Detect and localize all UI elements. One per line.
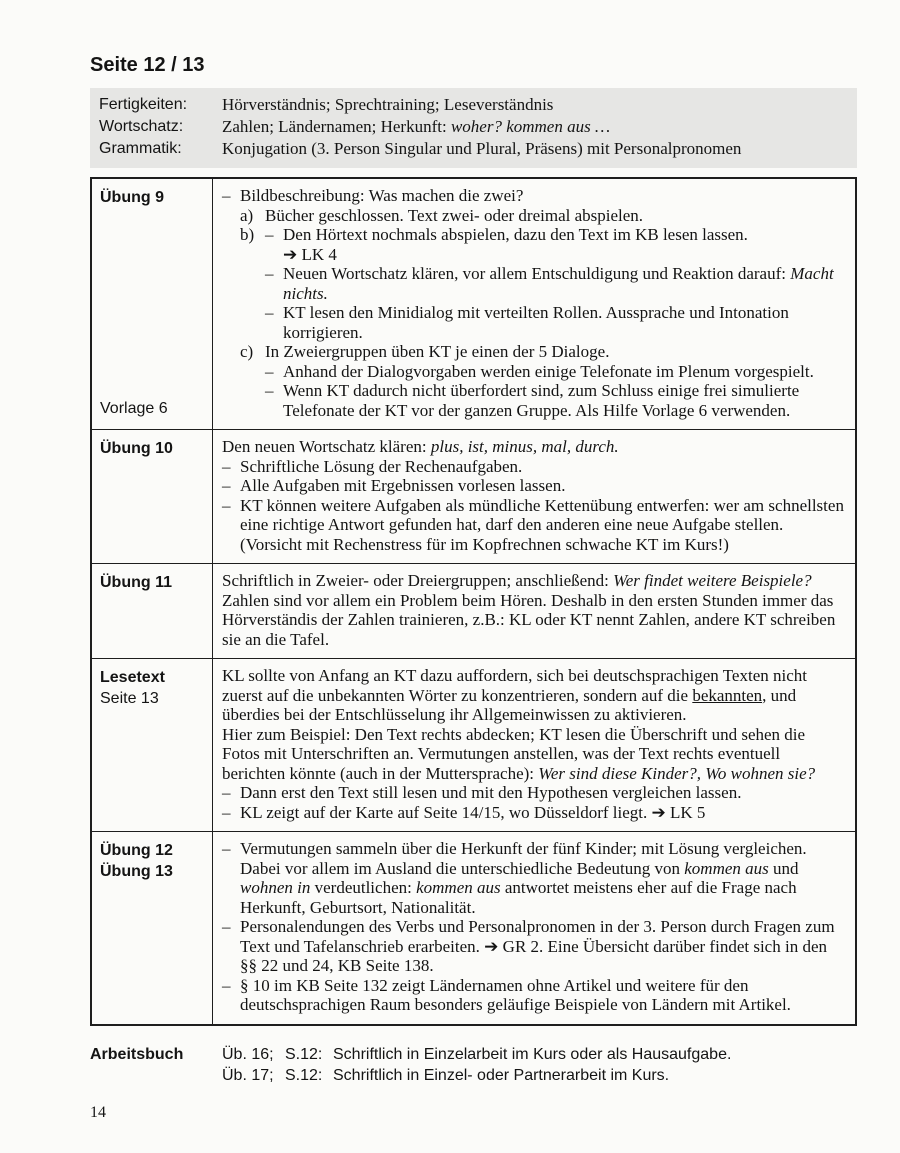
dash-marker: –: [222, 802, 231, 822]
dash-marker: –: [222, 476, 231, 495]
exercise-label: Übung 10: [100, 440, 173, 457]
text-run: verdeutlichen:: [310, 878, 417, 897]
info-row-wortschatz: [99, 116, 851, 138]
label-group: [100, 840, 208, 882]
dash-marker: –: [265, 225, 274, 244]
content-line: [265, 264, 844, 303]
row-label-cell: [92, 832, 213, 1024]
text-run: und: [768, 858, 799, 878]
info-value: [222, 138, 741, 160]
dash-marker: –: [222, 839, 231, 858]
content-line: [240, 225, 844, 245]
dash-marker: –: [222, 186, 231, 205]
info-label: Fertigkeiten:: [99, 96, 188, 113]
text-run: Dann erst den Text still lesen und mit den Hypothesen vergleichen lassen.: [240, 783, 742, 802]
workbook-description: Schriftlich in Einzelarbeit im Kurs oder als Hausaufgabe.: [333, 1046, 732, 1063]
text-run: § 10 im KB Seite 132 zeigt Ländernamen ohne Artikel und weitere für den deutschsprachigen Raum besonders geläufige Beispiele von Ländern mit Artikel.: [240, 975, 791, 1014]
row-label-cell: [92, 564, 213, 658]
row-label-cell: [92, 430, 213, 563]
text-run: KL sollte von Anfang an KT dazu auffordern, sich bei deutschsprachigen Texten nicht zuerst auf die unbekannten Wörter zu konzentrieren, sondern auf die: [222, 666, 807, 705]
template-reference-label: Vorlage 6: [100, 400, 168, 417]
content-line: [222, 437, 844, 457]
content-line: [222, 783, 844, 803]
text-run: Bücher geschlossen. Text zwei- oder dreimal abspielen.: [265, 205, 644, 225]
info-label: Grammatik:: [99, 140, 182, 157]
content-line: [265, 303, 844, 342]
content-line: [265, 381, 844, 420]
content-line: [240, 342, 844, 362]
text-run: Alle Aufgaben mit Ergebnissen vorlesen lassen.: [240, 476, 566, 495]
row-label-cell: [92, 659, 213, 831]
info-row-grammatik: [99, 138, 851, 160]
text-run-italic: Wer sind diese Kinder?, Wo wohnen sie?: [538, 763, 816, 783]
content-line: [222, 496, 844, 555]
page-title: Seite 12 / 13: [90, 54, 205, 76]
text-run-italic: kommen aus: [684, 858, 769, 878]
table-row-uebung-11: [92, 563, 855, 658]
content-line: [222, 917, 844, 976]
text-run-italic: kommen aus: [416, 878, 501, 897]
dash-marker: –: [265, 303, 274, 322]
text-run-italic: wohnen in: [240, 878, 311, 897]
row-content-cell: [213, 179, 855, 429]
text-run: Anhand der Dialogvorgaben werden einige Telefonate im Plenum vorgespielt.: [283, 361, 814, 381]
table-row-uebung-9: [92, 179, 855, 429]
workbook-description: Schriftlich in Einzel- oder Partnerarbeit im Kurs.: [333, 1067, 670, 1084]
dash-marker: –: [265, 361, 274, 381]
text-run: Zahlen; Ländernamen; Herkunft:: [222, 117, 451, 136]
text-run: Personalendungen des Verbs und Personalpronomen in der 3. Person durch Fragen zum Text und Tafelanschrieb erarbeiten. ➔ GR 2. Eine Übersicht darüber findet sich in den §§ 22 und 24, KB Seite 138.: [240, 917, 835, 975]
text-run: In Zweiergruppen üben KT je einen der 5 Dialoge.: [265, 342, 610, 361]
table-row-lesetext: [92, 658, 855, 831]
content-line-cross-reference: [283, 245, 844, 265]
text-run: KL zeigt auf der Karte auf Seite 14/15, wo Düsseldorf liegt. ➔ LK 5: [240, 802, 706, 822]
content-line: [222, 725, 844, 784]
text-run: Schriftliche Lösung der Rechenaufgaben.: [240, 456, 523, 476]
content-line: [222, 457, 844, 477]
text-run: antwortet meistens eher auf die Frage nach Herkunft, Geburtsort, Nationalität.: [240, 878, 797, 917]
workbook-exercise-ref: Üb. 16;: [222, 1046, 274, 1063]
info-row-fertigkeiten: [99, 94, 851, 116]
exercise-label: Übung 12: [100, 842, 173, 859]
workbook-page-ref: S.12:: [285, 1067, 323, 1084]
content-line: [222, 803, 844, 823]
content-line: [265, 362, 844, 382]
workbook-rows: [222, 1044, 731, 1086]
exercise-label: Übung 11: [100, 574, 173, 591]
row-label-cell: [92, 179, 213, 429]
text-run: Zahlen sind vor allem ein Problem beim Hören. Deshalb in den ersten Stunden immer das Hörverständis der Zahlen trainieren, z.B.: KL oder KT nennt Zahlen, andere KT schreiben sie an die Tafel.: [222, 590, 836, 649]
info-value: [222, 94, 553, 116]
table-row-uebung-12-13: [92, 831, 855, 1024]
text-run: Hörverständnis; Sprechtraining; Leseverständnis: [222, 95, 554, 114]
arrow-reference: ➔ LK 4: [283, 244, 337, 264]
text-run: KT können weitere Aufgaben als mündliche Kettenübung entwerfen: wer am schnellsten eine richtige Antwort gefunden hat, darf den anderen eine neue Aufgabe stellen. (Vorsicht mit Rechenstress für im Kopfrechnen schwache KT im Kurs!): [240, 495, 844, 554]
row-content-cell: [213, 430, 855, 563]
exercise-sublabel: Seite 13: [100, 690, 159, 707]
text-run: Hier zum Beispiel: Den Text rechts abdecken; KT lesen die Überschrift und sehen die Fotos mit Unterschriften an. Vermutungen anstellen, was der Text rechts eventuell berichten könnte (auch in der Muttersprache):: [222, 724, 806, 783]
text-run: Den neuen Wortschatz klären:: [222, 437, 431, 456]
row-content-cell: [213, 659, 855, 831]
page-content: [90, 0, 857, 1122]
workbook-row: [222, 1044, 731, 1065]
content-line: [240, 206, 844, 226]
text-run-italic: woher? kommen aus …: [450, 117, 611, 136]
dash-marker: –: [222, 495, 231, 515]
content-line: [222, 186, 844, 206]
text-run-italic: Macht nichts.: [283, 264, 834, 303]
row-content-cell: [213, 564, 855, 658]
dash-marker: –: [265, 381, 274, 400]
text-run: Neuen Wortschatz klären, vor allem Entschuldigung und Reaktion darauf:: [283, 264, 791, 283]
list-marker-c: c): [240, 342, 254, 361]
content-line: [222, 666, 844, 725]
exercise-label: Übung 9: [100, 189, 164, 206]
workbook-page-ref: S.12:: [285, 1046, 323, 1063]
info-label: Wortschatz:: [99, 118, 184, 135]
dash-marker: –: [222, 917, 231, 936]
page-number: 14: [90, 1104, 106, 1121]
content-line: [222, 976, 844, 1015]
list-marker-a: a): [240, 205, 254, 225]
text-run: Wenn KT dadurch nicht überfordert sind, zum Schluss einige frei simulierte Telefonate der KT vor der ganzen Gruppe. Als Hilfe Vorlage 6 verwenden.: [283, 381, 800, 420]
dash-marker: –: [222, 456, 231, 476]
dash-marker: –: [265, 264, 274, 283]
row-content-cell: [213, 832, 855, 1024]
text-run: Vermutungen sammeln über die Herkunft der fünf Kinder; mit Lösung vergleichen. Dabei vor allem im Ausland die unterschiedliche Bedeutung von: [240, 839, 807, 878]
text-run: Den Hörtext nochmals abspielen, dazu den Text im KB lesen lassen.: [283, 225, 748, 244]
label-group: [100, 667, 208, 709]
text-run: und überdies bei der Entschlüsselung ihr Allgemeinwissen zu aktivieren.: [222, 685, 797, 724]
table-row-uebung-10: [92, 429, 855, 563]
text-run: Bildbeschreibung: Was machen die zwei?: [240, 186, 524, 205]
text-run: Konjugation (3. Person Singular und Plural, Präsens) mit Personalpronomen: [222, 139, 742, 158]
text-run-italic: plus, ist, minus, mal, durch.: [430, 437, 619, 456]
skills-info-box: [90, 88, 857, 168]
workbook-section: [90, 1044, 857, 1086]
list-marker-b: b): [240, 225, 255, 244]
exercise-table: [90, 177, 857, 1026]
text-run-italic: Wer findet weitere Beispiele?: [613, 571, 812, 590]
info-value: [222, 116, 610, 138]
exercise-label-2: Übung 13: [100, 863, 173, 880]
workbook-exercise-ref: Üb. 17;: [222, 1067, 274, 1084]
exercise-label: Lesetext: [100, 669, 165, 686]
text-run-underlined: bekannten,: [692, 685, 767, 705]
workbook-row: [222, 1065, 731, 1086]
workbook-label: Arbeitsbuch: [90, 1046, 184, 1063]
content-line: [222, 476, 844, 496]
dash-marker: –: [222, 783, 231, 802]
text-run: Schriftlich in Zweier- oder Dreiergruppen; anschließend:: [222, 571, 614, 590]
text-run: KT lesen den Minidialog mit verteilten Rollen. Aussprache und Intonation korrigieren.: [283, 303, 789, 342]
content-line: [222, 571, 844, 649]
content-line: [222, 839, 844, 917]
dash-marker: –: [222, 975, 231, 995]
